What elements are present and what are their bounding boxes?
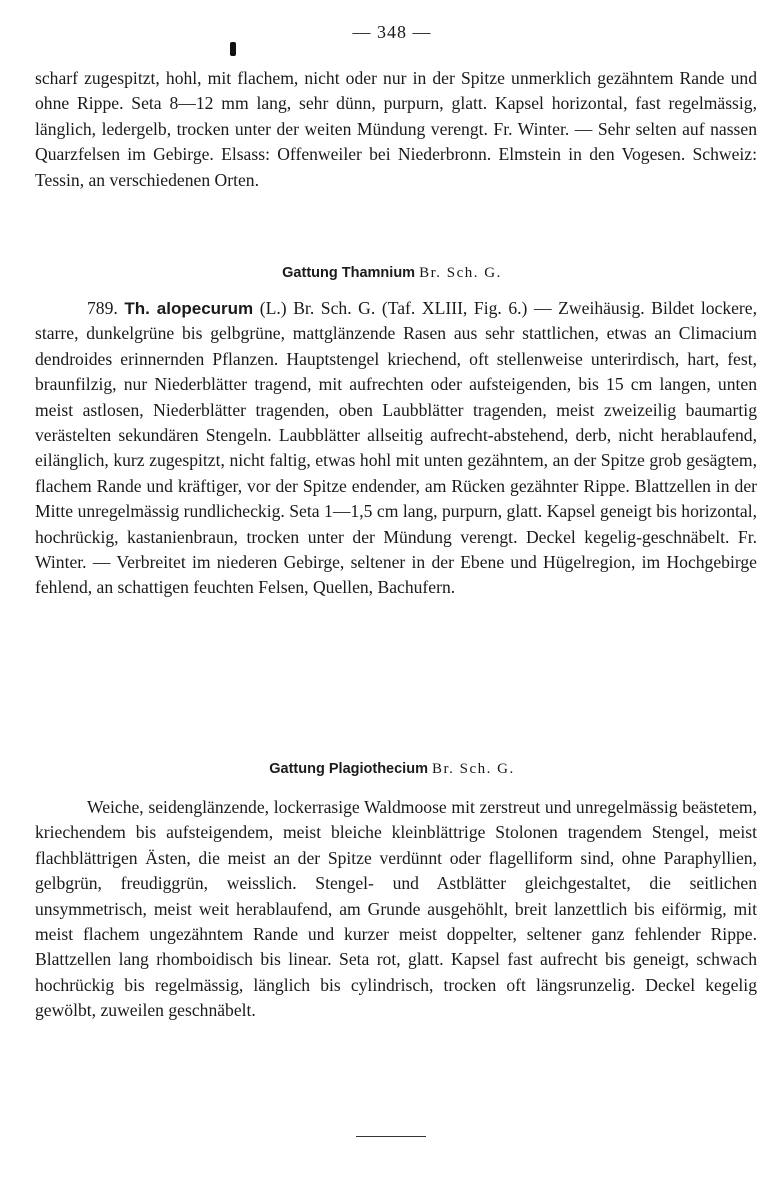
genus-title: Gattung Plagiothecium bbox=[269, 761, 428, 777]
genus-authority: Br. Sch. G. bbox=[419, 265, 502, 281]
genus-title: Gattung Thamnium bbox=[282, 265, 416, 281]
species-entry-789 bbox=[35, 296, 757, 601]
footer-rule bbox=[356, 1136, 426, 1137]
page-number: — 348 — bbox=[352, 22, 432, 42]
species-number: 789. bbox=[87, 298, 118, 318]
genus-heading-plagiothecium bbox=[0, 760, 784, 778]
genus-authority: Br. Sch. G. bbox=[431, 761, 515, 777]
ink-blot bbox=[230, 42, 236, 56]
genus-description: Weiche, seidenglänzende, lockerrasige Waldmoose mit zerstreut und unregelmässig beästetem, kriechendem bis aufsteigendem, meist bleiche kleinblättrige Stolonen tragendem Stengel, meist flachblättrigen Ästen, die meist an der Spitze verdünnt oder flagelliform sind, ohne Paraphyllien, gelbgrün, freudiggrün, weisslich. Stengel- und Astblätter gleichgestaltet, die seitlichen unsymmetrisch, meist weit herablaufend, am Grunde ausgehöhlt, breit lanzettlich bis eiförmig, mit meist flachem ungezähntem Rande und kurzer meist doppelter, seltener ganz fehlender Rippe. Blattzellen lang rhomboidisch bis linear. Seta rot, glatt. Kapsel fast aufrecht bis geneigt, schwach hochrückig bis regelmässig, länglich bis cylindrisch, trocken oft längsrunzelig. Deckel kegelig gewölbt, zuweilen geschnäbelt. bbox=[35, 797, 757, 1021]
genus-heading-thamnium bbox=[0, 264, 784, 282]
paragraph-continuation: scharf zugespitzt, hohl, mit flachem, nicht oder nur in der Spitze unmerklich gezähntem Rande und ohne Rippe. Seta 8—12 mm lang, sehr dünn, purpurn, glatt. Kapsel horizontal, fast regelmässig, länglich, ledergelb, trocken unter der weiten Mündung verengt. Fr. Winter. — Sehr selten auf nassen Quarzfelsen im Gebirge. Elsass: Offenweiler bei Niederbronn. Elmstein in den Vogesen. Schweiz: Tessin, an verschiedenen Orten. bbox=[35, 68, 757, 190]
species-name: Th. alopecurum bbox=[124, 299, 254, 318]
species-description: (L.) Br. Sch. G. (Taf. XLIII, Fig. 6.) — Zweihäusig. Bildet lockere, starre, dunkelgrüne bis gelbgrüne, mattglänzende Rasen aus sehr stattlichen, etwas an Climacium dendroides erinnernden Pflanzen. Hauptstengel kriechend, oft stellenweise unterirdisch, hart, fest, braunfilzig, nur Niederblätter tragend, mit aufrechten oder aufsteigenden, bis 15 cm langen, unten meist astlosen, Niederblätter tragenden, oben Laubblätter tragenden, meist zweizeilig baumartig verästelten sekundären Stengeln. Laubblätter allseitig aufrecht-abstehend, derb, nicht herablaufend, eilänglich, kurz zugespitzt, nicht faltig, etwas hohl mit unten gezähntem, an der Spitze grob gesägtem, flachem Rande und kräftiger, vor der Spitze endender, am Rücken gezähnter Rippe. Blattzellen in der Mitte unregelmässig rundlicheckig. Seta 1—1,5 cm lang, purpurn, glatt. Kapsel geneigt bis horizontal, hochrückig, kastanienbraun, trocken unter der Mündung verengt. Deckel kegelig-geschnäbelt. Fr. Winter. — Verbreitet im niederen Gebirge, seltener in der Ebene und Hügelregion, im Hochgebirge fehlend, an schattigen feuchten Felsen, Quellen, Bachufern. bbox=[35, 298, 758, 598]
